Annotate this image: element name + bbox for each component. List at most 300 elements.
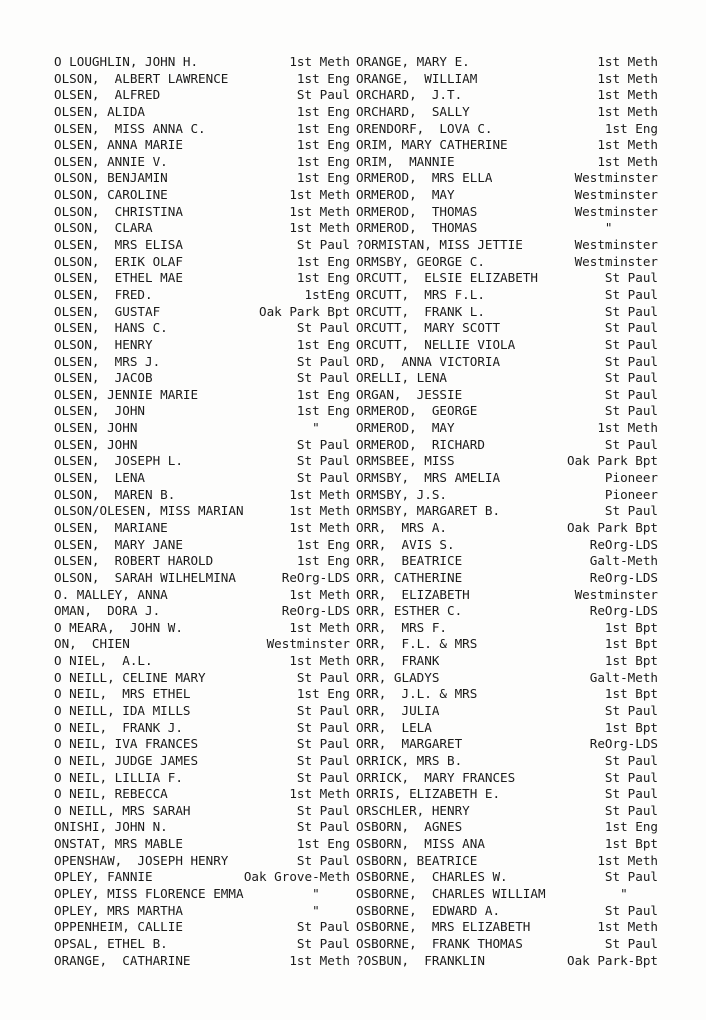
directory-entry [356,170,658,187]
entry-church: 1st Bpt [604,619,658,635]
entry-church: Westminster [266,636,350,652]
entry-name: OSBORN, AGNES [356,819,463,835]
entry-name: OPLEY, MRS MARTHA [54,902,183,918]
directory-entry [356,470,658,487]
entry-church: Westminster [574,170,658,186]
entry-name: OLSON, CHRISTINA [54,203,183,219]
entry-name: OLSEN, JOHN [54,436,138,452]
entry-name: ORR, MRS A. [356,519,447,535]
directory-entry [356,836,658,853]
entry-name: ON, CHIEN [54,636,130,652]
directory-entry [54,220,350,237]
entry-church: St Paul [296,702,350,718]
entry-name: ORANGE, WILLIAM [356,70,478,86]
entry-church: St Paul [604,769,658,785]
entry-church: 1st Eng [296,253,350,269]
directory-entry [54,936,350,953]
entry-name: O NEIL, REBECCA [54,786,168,802]
directory-entry [356,753,658,770]
entry-church: 1st Meth [289,519,350,535]
directory-entry [356,354,658,371]
directory-entry [54,620,350,637]
entry-church: St Paul [296,919,350,935]
directory-entry [356,387,658,404]
entry-name: OLSON, ALBERT LAWRENCE [54,70,229,86]
entry-name: ORR, CATHERINE [356,569,463,585]
entry-name: OLSEN, MARIANE [54,519,168,535]
entry-name: ORMSBY, J.S. [356,486,447,502]
entry-church: 1st Eng [296,536,350,552]
entry-church: 1st Meth [289,586,350,602]
entry-church: ReOrg-LDS [281,569,350,585]
directory-entry [54,819,350,836]
entry-name: OSBORNE, CHARLES WILLIAM [356,886,546,902]
entry-name: ORRICK, MRS B. [356,752,463,768]
entry-church: 1st Eng [296,836,350,852]
directory-entry [54,403,350,420]
directory-entry [54,470,350,487]
entry-name: O MEARA, JOHN W. [54,619,183,635]
entry-name: ORMSBEE, MISS [356,453,455,469]
entry-name: ORR, FRANK [356,653,440,669]
directory-entry [356,736,658,753]
entry-church: St Paul [296,320,350,336]
entry-church: St Paul [604,270,658,286]
entry-name: ORR, MRS F. [356,619,447,635]
directory-entry [54,420,350,437]
directory-entry [54,919,350,936]
entry-church: St Paul [604,353,658,369]
entry-church: St Paul [296,819,350,835]
directory-entry [356,670,658,687]
entry-church: " [312,886,350,902]
entry-name: O NEIL, JUDGE JAMES [54,752,199,768]
entry-church: 1st Eng [296,403,350,419]
directory-entry [356,154,658,171]
directory-entry [356,121,658,138]
entry-name: ORGAN, JESSIE [356,386,463,402]
entry-name: ORMEROD, RICHARD [356,436,485,452]
entry-church: St Paul [604,786,658,802]
entry-church: 1st Eng [296,553,350,569]
entry-church: " [604,220,658,236]
entry-name: ORR, BEATRICE [356,553,463,569]
entry-church: 1st Eng [296,153,350,169]
directory-entry [356,520,658,537]
entry-name: ORMEROD, THOMAS [356,220,478,236]
entry-name: OLSEN, GUSTAF [54,303,161,319]
entry-church: Westminster [574,586,658,602]
directory-entry [54,387,350,404]
entry-name: ORR, MARGARET [356,736,463,752]
entry-name: OLSON, HENRY [54,336,153,352]
directory-entry [54,653,350,670]
directory-entry [356,869,658,886]
entry-name: OLSEN, ETHEL MAE [54,270,183,286]
entry-name: OLSEN, ALIDA [54,103,145,119]
entry-church: ReOrg-LDS [589,603,658,619]
entry-name: ORMSBY, MRS AMELIA [356,470,501,486]
entry-name: OSBORN, MISS ANA [356,836,485,852]
entry-name: OLSON, MAREN B. [54,486,176,502]
directory-entry [356,620,658,637]
entry-name: ONISHI, JOHN N. [54,819,168,835]
entry-name: ORR, ESTHER C. [356,603,463,619]
entry-church: 1st Bpt [604,653,658,669]
entry-name: OLSEN, MARY JANE [54,536,183,552]
entry-name: OLSON, CLARA [54,220,153,236]
directory-entry [54,770,350,787]
directory-entry [54,187,350,204]
entry-church: 1st Meth [289,653,350,669]
entry-church: 1st Eng [296,336,350,352]
entry-church: St Paul [604,336,658,352]
entry-church: 1st Meth [289,54,350,69]
entry-name: ORMEROD, GEORGE [356,403,478,419]
directory-entry [356,819,658,836]
right-column [356,54,658,969]
entry-name: OPLEY, MISS FLORENCE EMMA [54,886,244,902]
entry-church: St Paul [296,752,350,768]
entry-church: 1st Eng [296,170,350,186]
directory-entry [356,703,658,720]
entry-church: 1st Meth [597,137,658,153]
directory-entry [54,869,350,886]
entry-name: ORD, ANNA VICTORIA [356,353,501,369]
entry-church: 1st Meth [597,852,658,868]
directory-entry [54,703,350,720]
directory-entry [356,370,658,387]
entry-church: St Paul [604,802,658,818]
entry-name: ORRIS, ELIZABETH E. [356,786,501,802]
entry-name: O LOUGHLIN, JOHN H. [54,54,199,69]
entry-church: St Paul [604,286,658,302]
entry-church: St Paul [296,736,350,752]
directory-entry [54,487,350,504]
entry-church: 1st Eng [296,70,350,86]
entry-name: OSBORNE, CHARLES W. [356,869,508,885]
entry-church: St Paul [604,403,658,419]
directory-entry [356,237,658,254]
entry-church: 1st Meth [289,187,350,203]
entry-church: 1st Eng [296,686,350,702]
entry-church: St Paul [296,935,350,951]
entry-name: OLSEN, ANNA MARIE [54,137,183,153]
directory-entry [356,453,658,470]
entry-church: 1st Meth [597,87,658,103]
directory-entry [356,420,658,437]
entry-name: OLSON, BENJAMIN [54,170,168,186]
entry-church: Oak Park Bpt [567,519,658,535]
entry-name: ORCUTT, MRS F.L. [356,286,485,302]
entry-name: ?OSBUN, FRANKLIN [356,952,485,968]
entry-name: OPLEY, FANNIE [54,869,153,885]
entry-church: St Paul [604,869,658,885]
entry-name: OLSEN, MRS ELISA [54,237,183,253]
entry-church: St Paul [296,353,350,369]
directory-entry [54,71,350,88]
entry-church: " [312,420,350,436]
directory-entry [356,770,658,787]
directory-entry [356,686,658,703]
entry-church: 1st Bpt [604,836,658,852]
directory-entry [356,187,658,204]
entry-name: ORENDORF, LOVA C. [356,120,493,136]
directory-entry [54,670,350,687]
entry-church: St Paul [296,470,350,486]
entry-church: 1st Eng [296,386,350,402]
directory-entry [54,853,350,870]
entry-church: 1st Eng [296,137,350,153]
entry-church: Oak Grove-Meth [243,869,350,885]
entry-church: St Paul [604,752,658,768]
entry-church: Westminster [574,253,658,269]
entry-name: O. MALLEY, ANNA [54,586,168,602]
entry-name: OSBORNE, MRS ELIZABETH [356,919,531,935]
entry-church: St Paul [296,237,350,253]
entry-church: ReOrg-LDS [589,569,658,585]
directory-entry [54,204,350,221]
entry-church: St Paul [296,669,350,685]
directory-entry [356,570,658,587]
entry-church: Galt-Meth [589,669,658,685]
directory-entry [356,553,658,570]
directory-entry [54,953,350,970]
directory-entry [356,304,658,321]
entry-church: 1st Bpt [604,686,658,702]
entry-church: Oak Park Bpt [567,453,658,469]
directory-entry [356,803,658,820]
entry-name: ORANGE, MARY E. [356,54,470,69]
entry-name: O NIEL, A.L. [54,653,153,669]
entry-name: OLSON, ERIK OLAF [54,253,183,269]
entry-name: OLSEN, ALFRED [54,87,161,103]
entry-name: OPENSHAW, JOSEPH HENRY [54,852,229,868]
directory-entry [356,254,658,271]
entry-church: ReOrg-LDS [589,536,658,552]
entry-church: Oak Park-Bpt [567,952,658,968]
directory-entry [356,270,658,287]
entry-name: O NEIL, FRANK J. [54,719,183,735]
entry-church: St Paul [296,453,350,469]
entry-church: St Paul [604,702,658,718]
entry-name: ORR, ELIZABETH [356,586,470,602]
directory-entry [356,720,658,737]
entry-church: 1st Meth [289,786,350,802]
directory-entry [356,137,658,154]
entry-name: OLSEN, JOHN [54,403,145,419]
entry-church: St Paul [296,719,350,735]
entry-church: St Paul [604,303,658,319]
directory-entry [356,953,658,970]
directory-entry [54,170,350,187]
entry-church: 1st Eng [296,270,350,286]
directory-entry [54,503,350,520]
entry-name: O NEILL, CELINE MARY [54,669,206,685]
directory-entry [54,836,350,853]
entry-name: O NEILL, IDA MILLS [54,702,191,718]
entry-name: ORCHARD, J.T. [356,87,463,103]
entry-name: ORCUTT, MARY SCOTT [356,320,501,336]
directory-entry [54,154,350,171]
directory-entry [356,54,658,71]
directory-entry [356,487,658,504]
directory-entry [54,337,350,354]
entry-church: 1st Meth [289,203,350,219]
left-column [54,54,350,969]
entry-name: O NEILL, MRS SARAH [54,802,191,818]
directory-entry [54,287,350,304]
entry-church: " [620,886,658,902]
entry-church: St Paul [604,320,658,336]
directory-entry [356,204,658,221]
entry-name: ORCHARD, SALLY [356,103,470,119]
directory-entry [54,54,350,71]
entry-church: 1stEng [304,286,350,302]
directory-entry [356,503,658,520]
entry-church: 1st Meth [597,54,658,69]
entry-name: OLSEN, JACOB [54,370,153,386]
entry-name: ORR, J.L. & MRS [356,686,478,702]
directory-entry [54,603,350,620]
entry-church: 1st Meth [289,619,350,635]
entry-church: 1st Eng [296,103,350,119]
directory-entry [54,720,350,737]
entry-name: ORANGE, CATHARINE [54,952,191,968]
directory-entry [54,437,350,454]
entry-name: OLSEN, MRS J. [54,353,161,369]
directory-entry [54,87,350,104]
entry-church: 1st Meth [597,919,658,935]
entry-church: St Paul [604,436,658,452]
directory-entry [54,553,350,570]
entry-name: OLSEN, JOHN [54,420,138,436]
directory-entry [356,603,658,620]
directory-entry [356,437,658,454]
entry-name: ?ORMISTAN, MISS JETTIE [356,237,523,253]
directory-entry [54,886,350,903]
entry-church: Galt-Meth [589,553,658,569]
entry-name: OSBORN, BEATRICE [356,852,478,868]
entry-name: ORMEROD, MAY [356,420,455,436]
entry-name: OPSAL, ETHEL B. [54,935,168,951]
entry-name: ORR, GLADYS [356,669,440,685]
directory-entry [54,903,350,920]
entry-name: ORMEROD, MAY [356,187,455,203]
entry-name: ORIM, MANNIE [356,153,455,169]
entry-church: Pioneer [604,470,658,486]
directory-entry [54,587,350,604]
directory-entry [54,537,350,554]
directory-entry [356,320,658,337]
entry-name: O NEIL, MRS ETHEL [54,686,191,702]
directory-entry [356,287,658,304]
entry-church: 1st Eng [604,120,658,136]
entry-church: St Paul [604,902,658,918]
entry-church: Westminster [574,237,658,253]
entry-church: " [312,902,350,918]
entry-name: ORR, JULIA [356,702,440,718]
entry-church: 1st Meth [289,952,350,968]
directory-entry [54,254,350,271]
entry-church: 1st Meth [597,70,658,86]
entry-name: OLSON, CAROLINE [54,187,168,203]
entry-name: ORR, LELA [356,719,432,735]
directory-entry [356,903,658,920]
entry-church: 1st Meth [289,503,350,519]
directory-entry [356,853,658,870]
entry-name: ORRICK, MARY FRANCES [356,769,516,785]
entry-church: 1st Meth [597,103,658,119]
entry-church: St Paul [296,370,350,386]
entry-name: OLSEN, LENA [54,470,145,486]
directory-entry [356,653,658,670]
entry-church: 1st Meth [597,420,658,436]
directory-entry [356,403,658,420]
entry-name: OLSEN, ROBERT HAROLD [54,553,214,569]
directory-entry [356,71,658,88]
entry-church: 1st Bpt [604,719,658,735]
entry-name: OLSON/OLESEN, MISS MARIAN [54,503,244,519]
directory-entry [54,686,350,703]
directory-entry [54,354,350,371]
directory-entry [356,220,658,237]
entry-name: ORCUTT, NELLIE VIOLA [356,336,516,352]
directory-entry [54,121,350,138]
directory-entry [356,919,658,936]
entry-name: ORMEROD, THOMAS [356,203,478,219]
directory-entry [356,636,658,653]
entry-name: ORCUTT, ELSIE ELIZABETH [356,270,538,286]
entry-church: ReOrg-LDS [281,603,350,619]
entry-church: St Paul [604,503,658,519]
directory-entry [54,370,350,387]
entry-name: ORMEROD, MRS ELLA [356,170,493,186]
directory-entry [54,736,350,753]
entry-name: ORR, F.L. & MRS [356,636,478,652]
entry-name: OLSEN, MISS ANNA C. [54,120,206,136]
entry-church: St Paul [296,769,350,785]
entry-name: OMAN, DORA J. [54,603,161,619]
entry-name: ORCUTT, FRANK L. [356,303,485,319]
entry-name: OLSEN, HANS C. [54,320,168,336]
entry-church: Westminster [574,203,658,219]
directory-entry [54,786,350,803]
directory-entry [356,104,658,121]
directory-entry [54,803,350,820]
entry-name: OLSEN, FRED. [54,286,153,302]
directory-entry [54,137,350,154]
entry-church: ReOrg-LDS [589,736,658,752]
entry-church: 1st Eng [604,819,658,835]
entry-name: OLSEN, JOSEPH L. [54,453,183,469]
directory-entry [356,337,658,354]
directory-entry [54,753,350,770]
directory-entry [356,87,658,104]
entry-church: St Paul [604,935,658,951]
entry-name: OSBORNE, FRANK THOMAS [356,935,523,951]
entry-name: OSBORNE, EDWARD A. [356,902,501,918]
entry-church: Pioneer [604,486,658,502]
directory-entry [54,237,350,254]
entry-name: ORMSBY, MARGARET B. [356,503,501,519]
directory-entry [356,537,658,554]
directory-entry [54,570,350,587]
directory-entry [356,786,658,803]
entry-name: OPPENHEIM, CALLIE [54,919,183,935]
entry-name: OLSEN, JENNIE MARIE [54,386,199,402]
directory-entry [54,304,350,321]
